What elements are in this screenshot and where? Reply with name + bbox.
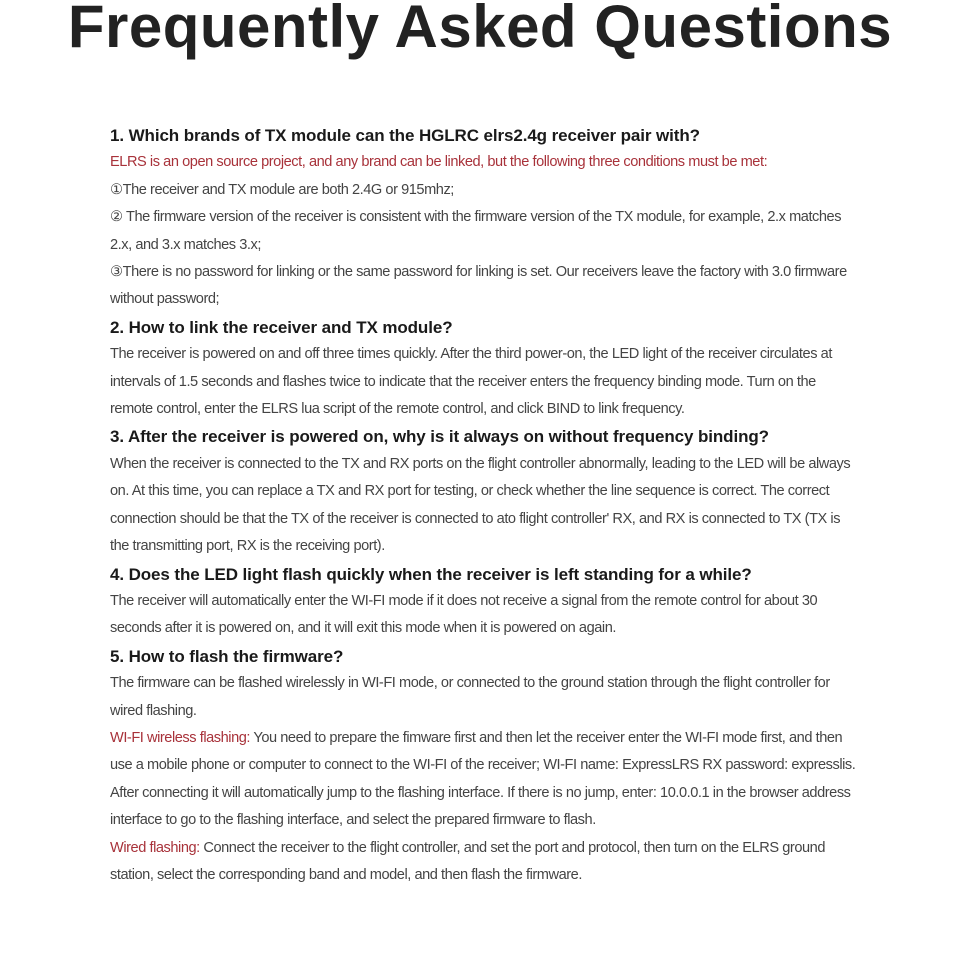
wired-flashing-paragraph: [110, 835, 858, 890]
faq-question-1: 1. Which brands of TX module can the HGLRC elrs2.4g receiver pair with?: [110, 126, 700, 145]
faq-answer-1-intro: ELRS is an open source project, and any brand can be linked, but the following three conditions must be met:: [110, 154, 768, 171]
faq-answer-5: The firmware can be flashed wirelessly in WI-FI mode, or connected to the ground station through the flight controller for wired flashing.: [110, 675, 830, 719]
faq-question-3: 3. After the receiver is powered on, why is it always on without frequency binding?: [110, 427, 769, 447]
faq-answer-1-item: ③There is no password for linking or the same password for linking is set. Our receivers leave the factory with 3.0 firmware without password;: [110, 264, 847, 308]
faq-question-5: 5. How to flash the firmware?: [110, 646, 344, 666]
wired-flashing-text: Connect the receiver to the flight controller, and set the port and protocol, then turn on the ELRS ground station, select the corresponding band and model, and then flash the firmware.: [110, 839, 825, 883]
faq-question-4: 4. Does the LED light flash quickly when the receiver is left standing for a while?: [110, 564, 752, 584]
faq-answer-1-item: ② The firmware version of the receiver is consistent with the firmware version of the TX module, for example, 2.x matches 2.x, and 3.x matches 3.x;: [110, 209, 842, 253]
page-title: Frequently Asked Questions: [67, 0, 893, 60]
faq-question-2: 2. How to link the receiver and TX module?: [110, 317, 453, 337]
wifi-flashing-paragraph: [110, 725, 858, 835]
wired-flashing-label: Wired flashing:: [110, 839, 200, 856]
faq-answer-4: The receiver will automatically enter the WI-FI mode if it does not receive a signal from the remote control for about 30 seconds after it is powered on, and it will exit this mode when it is powered on again.: [110, 592, 818, 637]
faq-answer-2: The receiver is powered on and off three times quickly. After the third power-on, the LED light of the receiver circulates at intervals of 1.5 seconds and flashes twice to indicate that the receiver enters the frequency binding mode. Turn on the remote control, enter the ELRS lua script of the remote control, and click BIND to link frequency.: [110, 346, 832, 418]
faq-content: [110, 122, 858, 889]
faq-answer-1-item: ①The receiver and TX module are both 2.4G or 915mhz;: [110, 181, 454, 198]
wifi-flashing-text: You need to prepare the fimware first and then let the receiver enter the WI-FI mode first, and then use a mobile phone or computer to connect to the WI-FI of the receiver; WI-FI name: ExpressLRS RX password: expresslis. After connecting it will automatically jump to the flashing interface. If there is no jump, enter: 10.0.0.1 in the browser address interface to go to the flashing interface, and select the prepared firmware to flash.: [110, 729, 856, 829]
wifi-flashing-label: WI-FI wireless flashing:: [110, 729, 251, 746]
faq-answer-3: When the receiver is connected to the TX and RX ports on the flight controller abnormally, leading to the LED will be always on. At this time, you can replace a TX and RX port for testing, or check whether the line sequence is correct. The correct connection should be that the TX of the receiver is connected to ato flight controller' RX, and RX is connected to TX (TX is the transmitting port, RX is the receiving port).: [110, 455, 851, 555]
